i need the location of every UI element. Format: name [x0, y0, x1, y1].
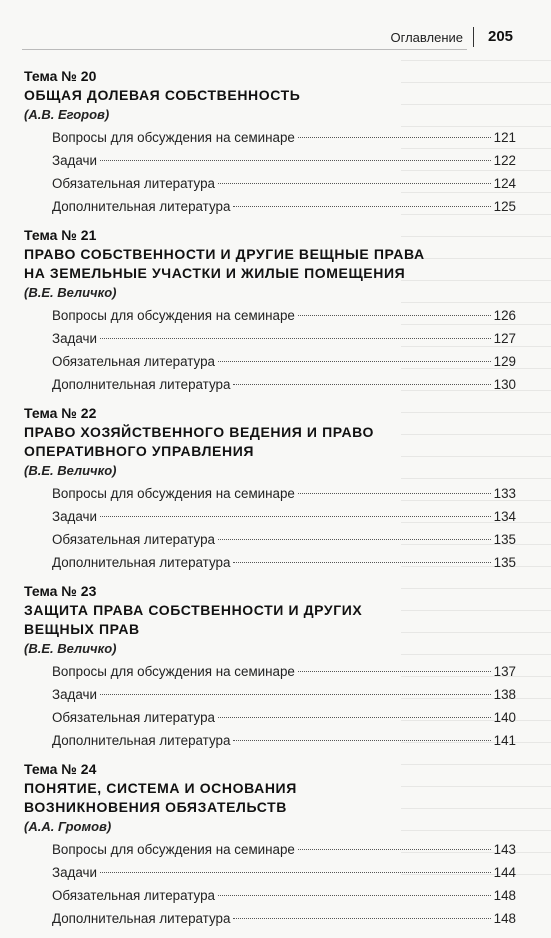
dot-leader	[100, 694, 491, 695]
toc-topic	[24, 760, 516, 930]
dot-leader	[233, 384, 490, 385]
dot-leader	[233, 740, 490, 741]
entry-page-number: 138	[493, 687, 516, 702]
entry-label: Задачи	[52, 509, 97, 524]
dot-leader	[298, 671, 491, 672]
entry-page-number: 144	[493, 865, 516, 880]
entry-page-number: 124	[493, 176, 516, 191]
dot-leader	[233, 562, 490, 563]
dot-leader	[218, 361, 491, 362]
toc-entry[interactable]	[52, 528, 516, 551]
toc-entry[interactable]	[52, 327, 516, 350]
toc-entry[interactable]	[52, 660, 516, 683]
toc-entry[interactable]	[52, 861, 516, 884]
toc-entry[interactable]	[52, 373, 516, 396]
dot-leader	[298, 315, 491, 316]
dot-leader	[100, 872, 491, 873]
topic-title: ВОЗНИКНОВЕНИЯ ОБЯЗАТЕЛЬСТВ	[24, 799, 288, 815]
toc-entry[interactable]	[52, 838, 516, 861]
dot-leader	[298, 849, 491, 850]
toc-entry[interactable]	[52, 304, 516, 327]
entry-label: Дополнительная литература	[52, 199, 231, 214]
entry-label: Обязательная литература	[52, 532, 215, 547]
entry-label: Обязательная литература	[52, 888, 215, 903]
entry-page-number: 135	[493, 532, 516, 547]
page-number: 205	[488, 28, 514, 45]
toc-entry[interactable]	[52, 482, 516, 505]
entry-page-number: 133	[493, 486, 516, 501]
entry-page-number: 126	[493, 308, 516, 323]
entry-label: Задачи	[52, 687, 97, 702]
topic-number: Тема № 24	[24, 761, 97, 777]
entry-page-number: 127	[493, 331, 516, 346]
running-header	[0, 26, 551, 48]
topic-title: ВЕЩНЫХ ПРАВ	[24, 621, 140, 637]
table-of-contents	[24, 67, 516, 938]
entry-page-number: 129	[493, 354, 516, 369]
entry-page-number: 141	[493, 733, 516, 748]
entry-label: Задачи	[52, 153, 97, 168]
entry-page-number: 135	[493, 555, 516, 570]
topic-author: (В.Е. Величко)	[24, 641, 117, 656]
topic-number: Тема № 21	[24, 227, 97, 243]
entry-page-number: 130	[493, 377, 516, 392]
dot-leader	[298, 137, 491, 138]
entry-label: Обязательная литература	[52, 354, 215, 369]
topic-title: ПРАВО СОБСТВЕННОСТИ И ДРУГИЕ ВЕЩНЫЕ ПРАВА	[24, 246, 425, 262]
entry-page-number: 148	[493, 911, 516, 926]
dot-leader	[100, 338, 491, 339]
entry-page-number: 121	[493, 130, 516, 145]
toc-entry[interactable]	[52, 126, 516, 149]
entry-label: Вопросы для обсуждения на семинаре	[52, 842, 295, 857]
toc-topic	[24, 404, 516, 574]
entry-label: Вопросы для обсуждения на семинаре	[52, 308, 295, 323]
dot-leader	[233, 918, 490, 919]
toc-topic	[24, 226, 516, 396]
entry-page-number: 148	[493, 888, 516, 903]
topic-title: ПОНЯТИЕ, СИСТЕМА И ОСНОВАНИЯ	[24, 780, 297, 796]
entry-label: Вопросы для обсуждения на семинаре	[52, 130, 295, 145]
dot-leader	[100, 160, 491, 161]
topic-author: (А.А. Громов)	[24, 819, 112, 834]
entry-label: Дополнительная литература	[52, 377, 231, 392]
entry-label: Обязательная литература	[52, 710, 215, 725]
dot-leader	[100, 516, 491, 517]
section-title: Оглавление	[390, 30, 463, 45]
topic-author: (В.Е. Величко)	[24, 463, 117, 478]
toc-entry[interactable]	[52, 350, 516, 373]
entry-label: Задачи	[52, 331, 97, 346]
toc-entry[interactable]	[52, 195, 516, 218]
toc-entry[interactable]	[52, 149, 516, 172]
dot-leader	[218, 895, 491, 896]
entry-label: Обязательная литература	[52, 176, 215, 191]
toc-entry[interactable]	[52, 683, 516, 706]
toc-entry[interactable]	[52, 706, 516, 729]
entry-page-number: 140	[493, 710, 516, 725]
dot-leader	[218, 539, 491, 540]
topic-title: НА ЗЕМЕЛЬНЫЕ УЧАСТКИ И ЖИЛЫЕ ПОМЕЩЕНИЯ	[24, 265, 406, 281]
topic-title: ПРАВО ХОЗЯЙСТВЕННОГО ВЕДЕНИЯ И ПРАВО	[24, 424, 375, 440]
entry-page-number: 122	[493, 153, 516, 168]
entry-page-number: 143	[493, 842, 516, 857]
toc-entry[interactable]	[52, 907, 516, 930]
topic-title: ОПЕРАТИВНОГО УПРАВЛЕНИЯ	[24, 443, 255, 459]
topic-number: Тема № 22	[24, 405, 97, 421]
toc-entry[interactable]	[52, 505, 516, 528]
dot-leader	[218, 183, 491, 184]
toc-entry[interactable]	[52, 551, 516, 574]
header-rule	[22, 49, 467, 50]
toc-entry[interactable]	[52, 729, 516, 752]
toc-topic	[24, 67, 516, 218]
toc-entry[interactable]	[52, 172, 516, 195]
topic-author: (А.В. Егоров)	[24, 107, 110, 122]
entry-label: Дополнительная литература	[52, 733, 231, 748]
header-separator	[473, 27, 474, 47]
topic-number: Тема № 20	[24, 68, 97, 84]
toc-topic	[24, 582, 516, 752]
dot-leader	[233, 206, 490, 207]
dot-leader	[218, 717, 491, 718]
entry-label: Дополнительная литература	[52, 555, 231, 570]
entry-label: Дополнительная литература	[52, 911, 231, 926]
toc-entry[interactable]	[52, 884, 516, 907]
topic-author: (В.Е. Величко)	[24, 285, 117, 300]
entry-page-number: 137	[493, 664, 516, 679]
entry-label: Вопросы для обсуждения на семинаре	[52, 664, 295, 679]
entry-page-number: 134	[493, 509, 516, 524]
topic-title: ЗАЩИТА ПРАВА СОБСТВЕННОСТИ И ДРУГИХ	[24, 602, 363, 618]
topic-title: ОБЩАЯ ДОЛЕВАЯ СОБСТВЕННОСТЬ	[24, 87, 301, 103]
entry-page-number: 125	[493, 199, 516, 214]
topic-number: Тема № 23	[24, 583, 97, 599]
entry-label: Вопросы для обсуждения на семинаре	[52, 486, 295, 501]
entry-label: Задачи	[52, 865, 97, 880]
dot-leader	[298, 493, 491, 494]
